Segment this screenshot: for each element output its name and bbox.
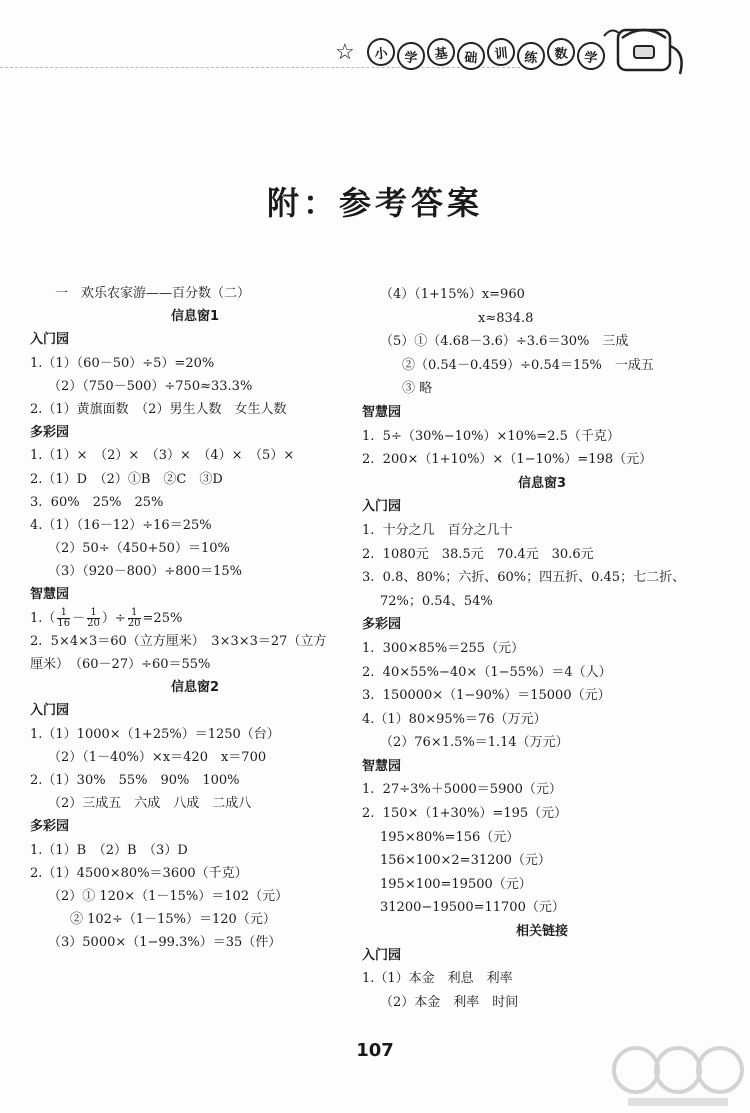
section-heading: 信息窗2 <box>170 680 220 696</box>
answer-line: 3. 60% 25% 25% <box>30 494 164 510</box>
answer-line: 2.（1）4500×80%＝3600（千克） <box>30 865 248 881</box>
star-icon: ☆ <box>335 40 355 65</box>
denominator: 20 <box>127 617 141 629</box>
watermark-logo <box>608 1040 748 1110</box>
answer-line: 1. 27÷3%＋5000＝5900（元） <box>362 782 562 798</box>
answer-line: 4.（1）（16－12）÷16＝25% <box>30 517 212 533</box>
answer-line: ② 102÷（1－15%）＝120（元） <box>70 912 276 928</box>
answer-line: 2.（1）D （2）①B ②C ③D <box>30 471 223 487</box>
subsection-heading: 智慧园 <box>30 587 70 603</box>
numerator: 1 <box>130 606 138 618</box>
answer-line: 1.（1）B （2）B （3）D <box>30 842 188 858</box>
answer-line: 2.（1）30% 55% 90% 100% <box>30 772 240 788</box>
banner-title <box>367 38 605 70</box>
answer-line: 72%；0.54、54% <box>380 593 493 609</box>
answer-line: （2）三成五 六成 八成 二成八 <box>48 796 252 812</box>
page-title: 附：参考答案 <box>266 184 483 222</box>
page-number: 107 <box>356 1040 394 1061</box>
banner-char: 基 <box>426 37 457 68</box>
banner-char: 础 <box>456 41 486 71</box>
answer-line: 2. 5×4×3＝60（立方厘米） 3×3×3＝27（立方 <box>30 633 327 649</box>
answer-line: 195×100=19500（元） <box>380 876 532 892</box>
answer-line: 1. 十分之几 百分之几十 <box>362 522 513 538</box>
fraction <box>128 608 141 629</box>
banner-char: 学 <box>576 41 606 71</box>
answer-line: 3. 0.8、80%；六折、60%；四五折、0.45；七二折、 <box>362 570 686 586</box>
text-fragment: ）÷ <box>101 610 126 626</box>
subsection-heading: 多彩园 <box>362 617 402 633</box>
subsection-heading: 入门园 <box>30 332 70 348</box>
banner-char: 训 <box>486 37 517 68</box>
answer-line: 2.（1）黄旗面数 （2）男生人数 女生人数 <box>30 401 287 417</box>
text-fragment: =25% <box>142 610 183 626</box>
answer-line: （3）5000×（1−99.3%）＝35（件） <box>48 935 282 951</box>
answer-line: 2. 1080元 38.5元 70.4元 30.6元 <box>362 546 594 562</box>
answer-line: 1.（1）1000×（1+25%）＝1250（台） <box>30 726 280 742</box>
banner-char: 小 <box>366 37 397 68</box>
section-heading: 信息窗3 <box>517 475 567 491</box>
answer-line: ②（0.54－0.459）÷0.54＝15% 一成五 <box>402 357 654 373</box>
answer-line: 2. 200×（1+10%）×（1−10%）=198（元） <box>362 452 653 468</box>
banner-char: 学 <box>396 41 426 71</box>
banner-char: 练 <box>516 41 546 71</box>
answer-line: （2）50÷（450+50）＝10% <box>48 541 230 557</box>
fraction <box>57 608 70 629</box>
chapter-heading: 一 欢乐农家游——百分数（二） <box>55 286 251 301</box>
right-column <box>362 283 722 1014</box>
answer-line: （2）76×1.5%＝1.14（万元） <box>380 735 569 751</box>
text-fragment: － <box>72 610 86 626</box>
section-heading: 相关链接 <box>515 924 568 940</box>
answer-line: x≈834.8 <box>478 310 534 326</box>
answer-line: 1. 300×85%＝255（元） <box>362 640 525 656</box>
answer-line: （2）（750－500）÷750≈33.3% <box>48 378 253 394</box>
answer-line: 1. 5÷（30%−10%）×10%=2.5（千克） <box>362 428 620 444</box>
answer-line: 1.（1）（60－50）÷5）=20% <box>30 355 215 371</box>
header-banner <box>335 38 605 72</box>
answer-line: 156×100×2=31200（元） <box>380 853 551 869</box>
subsection-heading: 智慧园 <box>362 404 402 420</box>
schoolbag-icon <box>600 16 690 86</box>
answer-line: 1.（1）本金 利息 利率 <box>362 971 513 987</box>
subsection-heading: 多彩园 <box>30 819 70 835</box>
denominator: 20 <box>87 617 100 629</box>
subsection-heading: 多彩园 <box>30 425 70 441</box>
answer-line: （2）① 120×（1－15%）＝102（元） <box>48 888 289 904</box>
subsection-heading: 智慧园 <box>362 758 402 774</box>
answer-line: （2）（1－40%）×x＝420 x＝700 <box>48 749 267 765</box>
subsection-heading: 入门园 <box>362 947 402 963</box>
answer-line: 31200−19500=11700（元） <box>380 900 565 916</box>
section-heading: 信息窗1 <box>170 309 220 325</box>
answer-line: （4）（1+15%）x=960 <box>380 287 525 302</box>
subsection-heading: 入门园 <box>30 703 70 719</box>
answer-line: 2. 40×55%−40×（1−55%）＝4（人） <box>362 664 612 680</box>
answer-line: （2）本金 利率 时间 <box>380 994 519 1010</box>
denominator: 16 <box>57 617 71 629</box>
left-column <box>30 282 360 954</box>
fraction-answer-line <box>30 607 360 630</box>
answer-line: 195×80%=156（元） <box>380 829 520 845</box>
subsection-heading: 入门园 <box>362 499 402 515</box>
text-fragment: 1.（ <box>30 610 56 626</box>
banner-char: 数 <box>546 37 577 68</box>
answer-line: 4.（1）80×95%＝76（万元） <box>362 711 547 727</box>
numerator: 1 <box>60 606 67 618</box>
fraction <box>87 608 100 629</box>
answer-line: 3. 150000×（1−90%）＝15000（元） <box>362 688 611 704</box>
answer-line: （5）①（4.68－3.6）÷3.6＝30% 三成 <box>380 334 629 350</box>
answer-line: （3）（920－800）÷800＝15% <box>48 564 242 580</box>
answer-line: 1.（1）× （2）× （3）× （4）× （5）× <box>30 448 295 464</box>
numerator: 1 <box>90 606 97 618</box>
answer-line: 厘米） （60－27）÷60＝55% <box>30 657 211 672</box>
answer-line: 2. 150×（1+30%）=195（元） <box>362 806 568 822</box>
answer-line: ③ 略 <box>402 381 433 397</box>
